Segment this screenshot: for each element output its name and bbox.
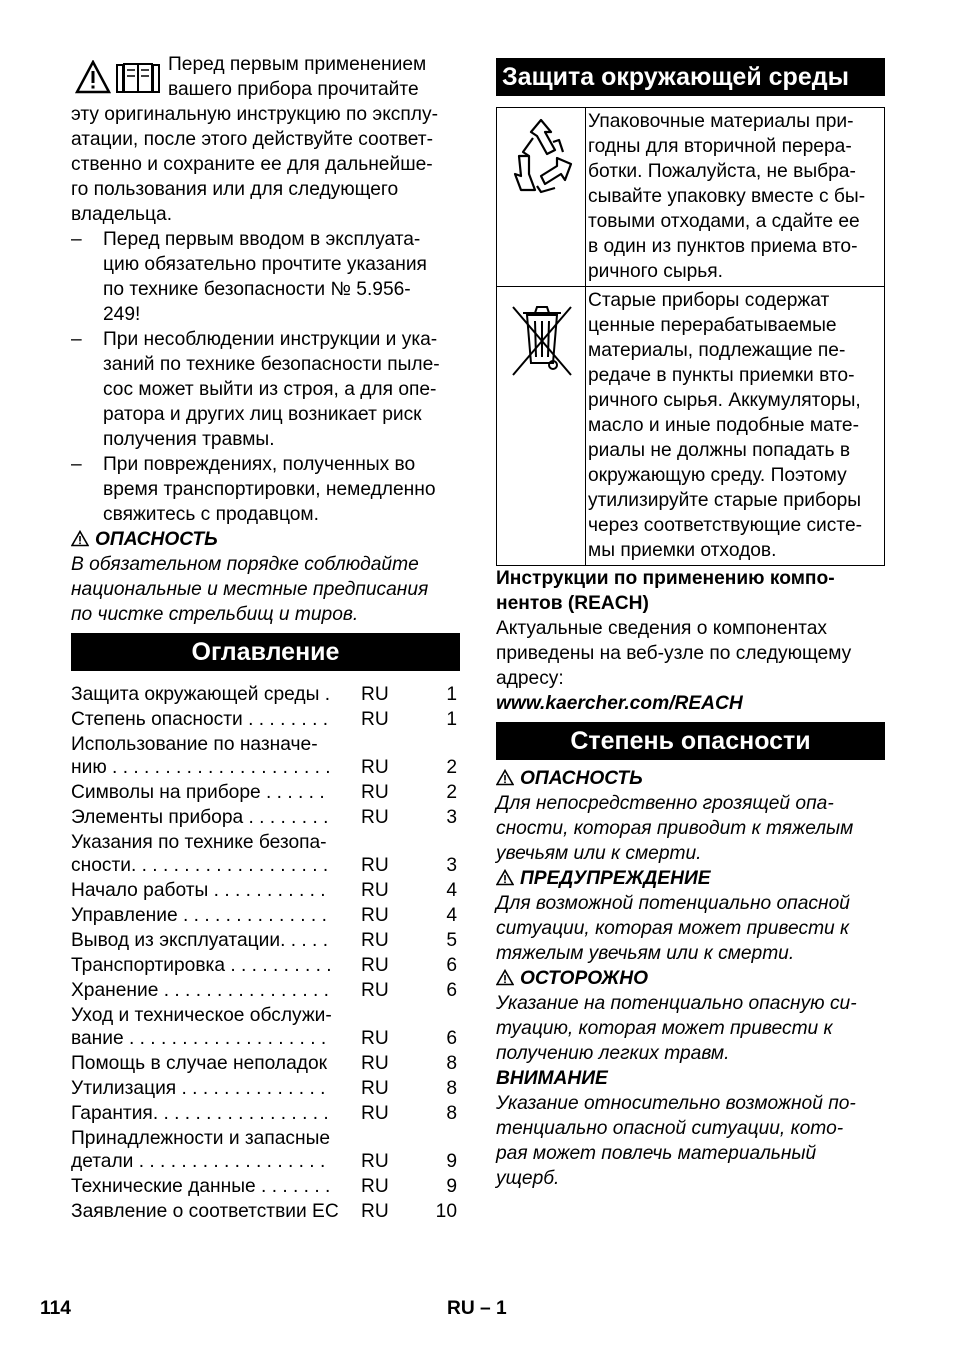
environment-text-cell: [586, 287, 885, 566]
toc-entry-title: Управление . . . . . . . . . . . . . .: [71, 905, 327, 926]
bullet-line: цию обязательно прочтите указания: [103, 254, 427, 275]
environment-line: мы приемки отходов.: [588, 540, 777, 561]
toc-entry-page: 4: [446, 905, 457, 926]
hazard-level-title: ВНИМАНИЕ: [496, 1068, 608, 1089]
toc-entry[interactable]: [71, 978, 460, 1003]
toc-entry-title: Уход и техническое обслужи-: [71, 1005, 332, 1026]
environment-row: [497, 287, 885, 566]
toc-entry-lang: RU: [361, 709, 389, 730]
bullet-line: ратора и других лиц возникает риск: [103, 404, 422, 425]
toc-entry-page: 3: [446, 807, 457, 828]
intro-line-6: го пользования или для следующего: [71, 179, 399, 200]
toc-entry-lang: RU: [361, 782, 389, 803]
toc-entry-title: Хранение . . . . . . . . . . . . . . . .: [71, 980, 329, 1001]
bullet-line: время транспортировки, немедленно: [103, 479, 436, 500]
toc-entry-page: 5: [446, 930, 457, 951]
toc-entry[interactable]: [71, 805, 460, 830]
toc-entry-lang: RU: [361, 955, 389, 976]
toc-entry-title: Защита окружающей среды .: [71, 684, 331, 705]
recycle-icon: [497, 108, 585, 228]
toc-entry-page: 3: [446, 855, 457, 876]
toc-entry-title: Помощь в случае неполадок: [71, 1053, 328, 1074]
danger-heading: [71, 527, 460, 552]
environment-row: [497, 108, 885, 287]
toc-entry-page: 4: [446, 880, 457, 901]
reach-url-link[interactable]: www.kaercher.com/REACH: [496, 693, 743, 714]
toc-entry[interactable]: [71, 1174, 460, 1199]
toc-entry[interactable]: [71, 1101, 460, 1126]
environment-line: через соответствующие систе-: [588, 515, 863, 536]
danger-line: национальные и местные предписания: [71, 579, 429, 600]
hazard-heading: Степень опасности: [496, 722, 885, 760]
toc-entry-page: 9: [446, 1151, 457, 1172]
toc-entry-lang: RU: [361, 1028, 389, 1049]
intro-line-4: атации, после этого действуйте соответ-: [71, 129, 433, 150]
toc-heading: Оглавление: [71, 633, 460, 671]
toc-entry-title: Использование по назначе-: [71, 734, 318, 755]
bullet-line: свяжитесь с продавцом.: [103, 504, 319, 525]
bullet-dash: –: [71, 454, 82, 475]
bullet-line: по технике безопасности № 5.956-: [103, 279, 411, 300]
reach-body-line: адресу:: [496, 668, 564, 689]
intro-line-1: Перед первым применением: [168, 54, 427, 75]
section-page-label: RU – 1: [447, 1298, 507, 1319]
hazard-level-heading: [496, 1066, 885, 1091]
toc-entry-page: 8: [446, 1103, 457, 1124]
hazard-levels: [496, 766, 885, 1191]
toc-entry-page: 8: [446, 1053, 457, 1074]
intro-icons: [75, 60, 165, 94]
environment-line: ричного сырья.: [588, 261, 724, 282]
reach-body-line: Актуальные сведения о компонентах: [496, 618, 828, 639]
environment-heading: Защита окружающей среды: [496, 58, 885, 96]
warning-triangle-icon: [71, 530, 89, 547]
environment-line: сывайте упаковку вместе с бы-: [588, 186, 866, 207]
hazard-level-line: Указание на потенциально опасную си-: [496, 993, 857, 1014]
environment-icon-cell: [497, 287, 586, 566]
warning-triangle-icon: [496, 769, 514, 786]
bullet-line: При несоблюдении инструкции и ука-: [103, 329, 438, 350]
hazard-level-line: туацию, которая может привести к: [496, 1018, 833, 1039]
bullet-line: Перед первым вводом в эксплуата-: [103, 229, 421, 250]
toc-entry-lang: RU: [361, 1078, 389, 1099]
environment-line: Упаковочные материалы при-: [588, 111, 854, 132]
toc-entry-page: 8: [446, 1078, 457, 1099]
environment-line: ботки. Пожалуйста, не выбра-: [588, 161, 856, 182]
reach-block: [496, 566, 885, 716]
toc-entry-page: 2: [446, 782, 457, 803]
open-book-icon: [115, 60, 161, 94]
toc-entry-title: Транспортировка . . . . . . . . . .: [71, 955, 332, 976]
toc-entry-page: 6: [446, 955, 457, 976]
environment-line: масло и иные подобные мате-: [588, 415, 859, 436]
bullet-dash: –: [71, 329, 82, 350]
bullet-item: [71, 452, 460, 527]
toc-entry-page: 9: [446, 1176, 457, 1197]
toc-entry[interactable]: [71, 928, 460, 953]
intro-line-5: ственно и сохраните ее для дальнейше-: [71, 154, 433, 175]
danger-line: В обязательном порядке соблюдайте: [71, 554, 419, 575]
toc-entry-title: Элементы прибора . . . . . . . .: [71, 807, 329, 828]
hazard-level-heading: [496, 866, 885, 891]
table-of-contents: [71, 682, 460, 1224]
toc-entry-page: 6: [446, 980, 457, 1001]
crossed-bin-icon: [497, 287, 585, 387]
bullet-line: получения травмы.: [103, 429, 275, 450]
environment-line: товыми отходами, а сдайте ее: [588, 211, 860, 232]
toc-entry[interactable]: [71, 732, 460, 780]
toc-entry-title-cont: нию . . . . . . . . . . . . . . . . . . . . .: [71, 757, 331, 778]
hazard-level-line: тенциально опасной ситуации, кото-: [496, 1118, 844, 1139]
environment-line: ценные перерабатываемые: [588, 315, 837, 336]
toc-entry[interactable]: [71, 878, 460, 903]
environment-line: утилизируйте старые приборы: [588, 490, 862, 511]
intro-line-7: владельца.: [71, 204, 173, 225]
toc-entry[interactable]: [71, 830, 460, 878]
toc-entry-title: Указания по технике безопа-: [71, 832, 327, 853]
page-number: 114: [40, 1298, 71, 1319]
toc-entry-page: 2: [446, 757, 457, 778]
intro-line-3: эту оригинальную инструкцию по эксплу-: [71, 104, 438, 125]
hazard-level-line: Для непосредственно грозящей опа-: [496, 793, 834, 814]
environment-line: Старые приборы содержат: [588, 290, 830, 311]
left-danger-block: [71, 527, 460, 627]
toc-entry-title-cont: сности. . . . . . . . . . . . . . . . . . .: [71, 855, 329, 876]
toc-entry-lang: RU: [361, 807, 389, 828]
toc-entry-lang: RU: [361, 1151, 389, 1172]
bullet-line: заний по технике безопасности пыле-: [103, 354, 440, 375]
toc-entry[interactable]: [71, 682, 460, 707]
toc-entry-lang: RU: [361, 1053, 389, 1074]
environment-line: редаче в пункты приемки вто-: [588, 365, 855, 386]
hazard-level-heading: [496, 966, 885, 991]
environment-icon-cell: [497, 108, 586, 287]
danger-line: по чистке стрельбищ и тиров.: [71, 604, 359, 625]
toc-entry-title-cont: вание . . . . . . . . . . . . . . . . . . .: [71, 1028, 327, 1049]
toc-entry[interactable]: [71, 953, 460, 978]
environment-line: риалы не должны попадать в: [588, 440, 851, 461]
environment-table: [496, 107, 885, 566]
environment-line: годны для вторичной перера-: [588, 136, 852, 157]
toc-entry-title: Начало работы . . . . . . . . . . .: [71, 880, 326, 901]
hazard-level-title: ПРЕДУПРЕЖДЕНИЕ: [520, 868, 711, 889]
toc-entry-page: 1: [446, 684, 457, 705]
toc-entry-title: Вывод из эксплуатации. . . . .: [71, 930, 329, 951]
toc-entry-lang: RU: [361, 880, 389, 901]
toc-entry[interactable]: [71, 707, 460, 732]
toc-entry-page: 1: [446, 709, 457, 730]
hazard-level-line: ущерб.: [496, 1168, 560, 1189]
toc-entry-title: Принадлежности и запасные: [71, 1128, 331, 1149]
hazard-level-line: рая может повлечь материальный: [496, 1143, 817, 1164]
hazard-level-line: ситуации, которая может привести к: [496, 918, 850, 939]
bullet-line: При повреждениях, полученных во: [103, 454, 416, 475]
toc-entry[interactable]: [71, 1126, 460, 1174]
environment-line: ричного сырья. Аккумуляторы,: [588, 390, 861, 411]
toc-entry-lang: RU: [361, 905, 389, 926]
environment-line: окружающую среду. Поэтому: [588, 465, 847, 486]
toc-entry-lang: RU: [361, 1103, 389, 1124]
toc-entry-lang: RU: [361, 930, 389, 951]
bullet-dash: –: [71, 229, 82, 250]
bullet-line: сос может выйти из строя, а для опе-: [103, 379, 437, 400]
environment-line: в один из пунктов приема вто-: [588, 236, 858, 257]
toc-entry-page: 10: [435, 1201, 457, 1222]
bullet-item: [71, 327, 460, 452]
toc-entry[interactable]: [71, 1199, 460, 1224]
hazard-level-line: Указание относительно возможной по-: [496, 1093, 856, 1114]
toc-entry[interactable]: [71, 780, 460, 805]
environment-line: материалы, подлежащие пе-: [588, 340, 846, 361]
reach-body-line: приведены на веб-узле по следующему: [496, 643, 852, 664]
toc-entry-title: Гарантия. . . . . . . . . . . . . . . . .: [71, 1103, 329, 1124]
warning-triangle-icon: [496, 969, 514, 986]
toc-entry-lang: RU: [361, 980, 389, 1001]
bullet-line: 249!: [103, 304, 141, 325]
toc-entry-title: Утилизация . . . . . . . . . . . . . .: [71, 1078, 326, 1099]
toc-entry-title: Степень опасности . . . . . . . .: [71, 709, 329, 730]
intro-line-2: вашего прибора прочитайте: [168, 79, 419, 100]
toc-entry-lang: RU: [361, 1176, 389, 1197]
toc-entry-page: 6: [446, 1028, 457, 1049]
toc-entry-title: Технические данные . . . . . . .: [71, 1176, 331, 1197]
toc-entry-title: Символы на приборе . . . . . .: [71, 782, 325, 803]
hazard-level-line: получению легких травм.: [496, 1043, 730, 1064]
reach-heading-line: нентов (REACH): [496, 593, 649, 614]
hazard-level-line: тяжелым увечьям или к смерти.: [496, 943, 795, 964]
toc-entry-title: Заявление о соответствии ЕС: [71, 1201, 339, 1222]
hazard-level-line: сности, которая приводит к тяжелым: [496, 818, 854, 839]
safety-bullet-list: [71, 227, 460, 527]
toc-entry-lang: RU: [361, 684, 389, 705]
toc-entry-title-cont: детали . . . . . . . . . . . . . . . . . .: [71, 1151, 326, 1172]
hazard-level-line: Для возможной потенциально опасной: [496, 893, 850, 914]
bullet-item: [71, 227, 460, 327]
toc-entry[interactable]: [71, 1051, 460, 1076]
environment-text-cell: [586, 108, 885, 287]
toc-entry[interactable]: [71, 903, 460, 928]
toc-entry-lang: RU: [361, 855, 389, 876]
hazard-level-title: ОПАСНОСТЬ: [520, 768, 643, 789]
warning-triangle-icon: [496, 869, 514, 886]
hazard-level-heading: [496, 766, 885, 791]
toc-entry-lang: RU: [361, 1201, 389, 1222]
reach-heading-line: Инструкции по применению компо-: [496, 568, 835, 589]
toc-entry-lang: RU: [361, 757, 389, 778]
hazard-level-title: ОСТОРОЖНО: [520, 968, 649, 989]
danger-heading-text: ОПАСНОСТЬ: [95, 529, 218, 550]
toc-entry[interactable]: [71, 1003, 460, 1051]
toc-entry[interactable]: [71, 1076, 460, 1101]
hazard-level-line: увечьям или к смерти.: [496, 843, 702, 864]
